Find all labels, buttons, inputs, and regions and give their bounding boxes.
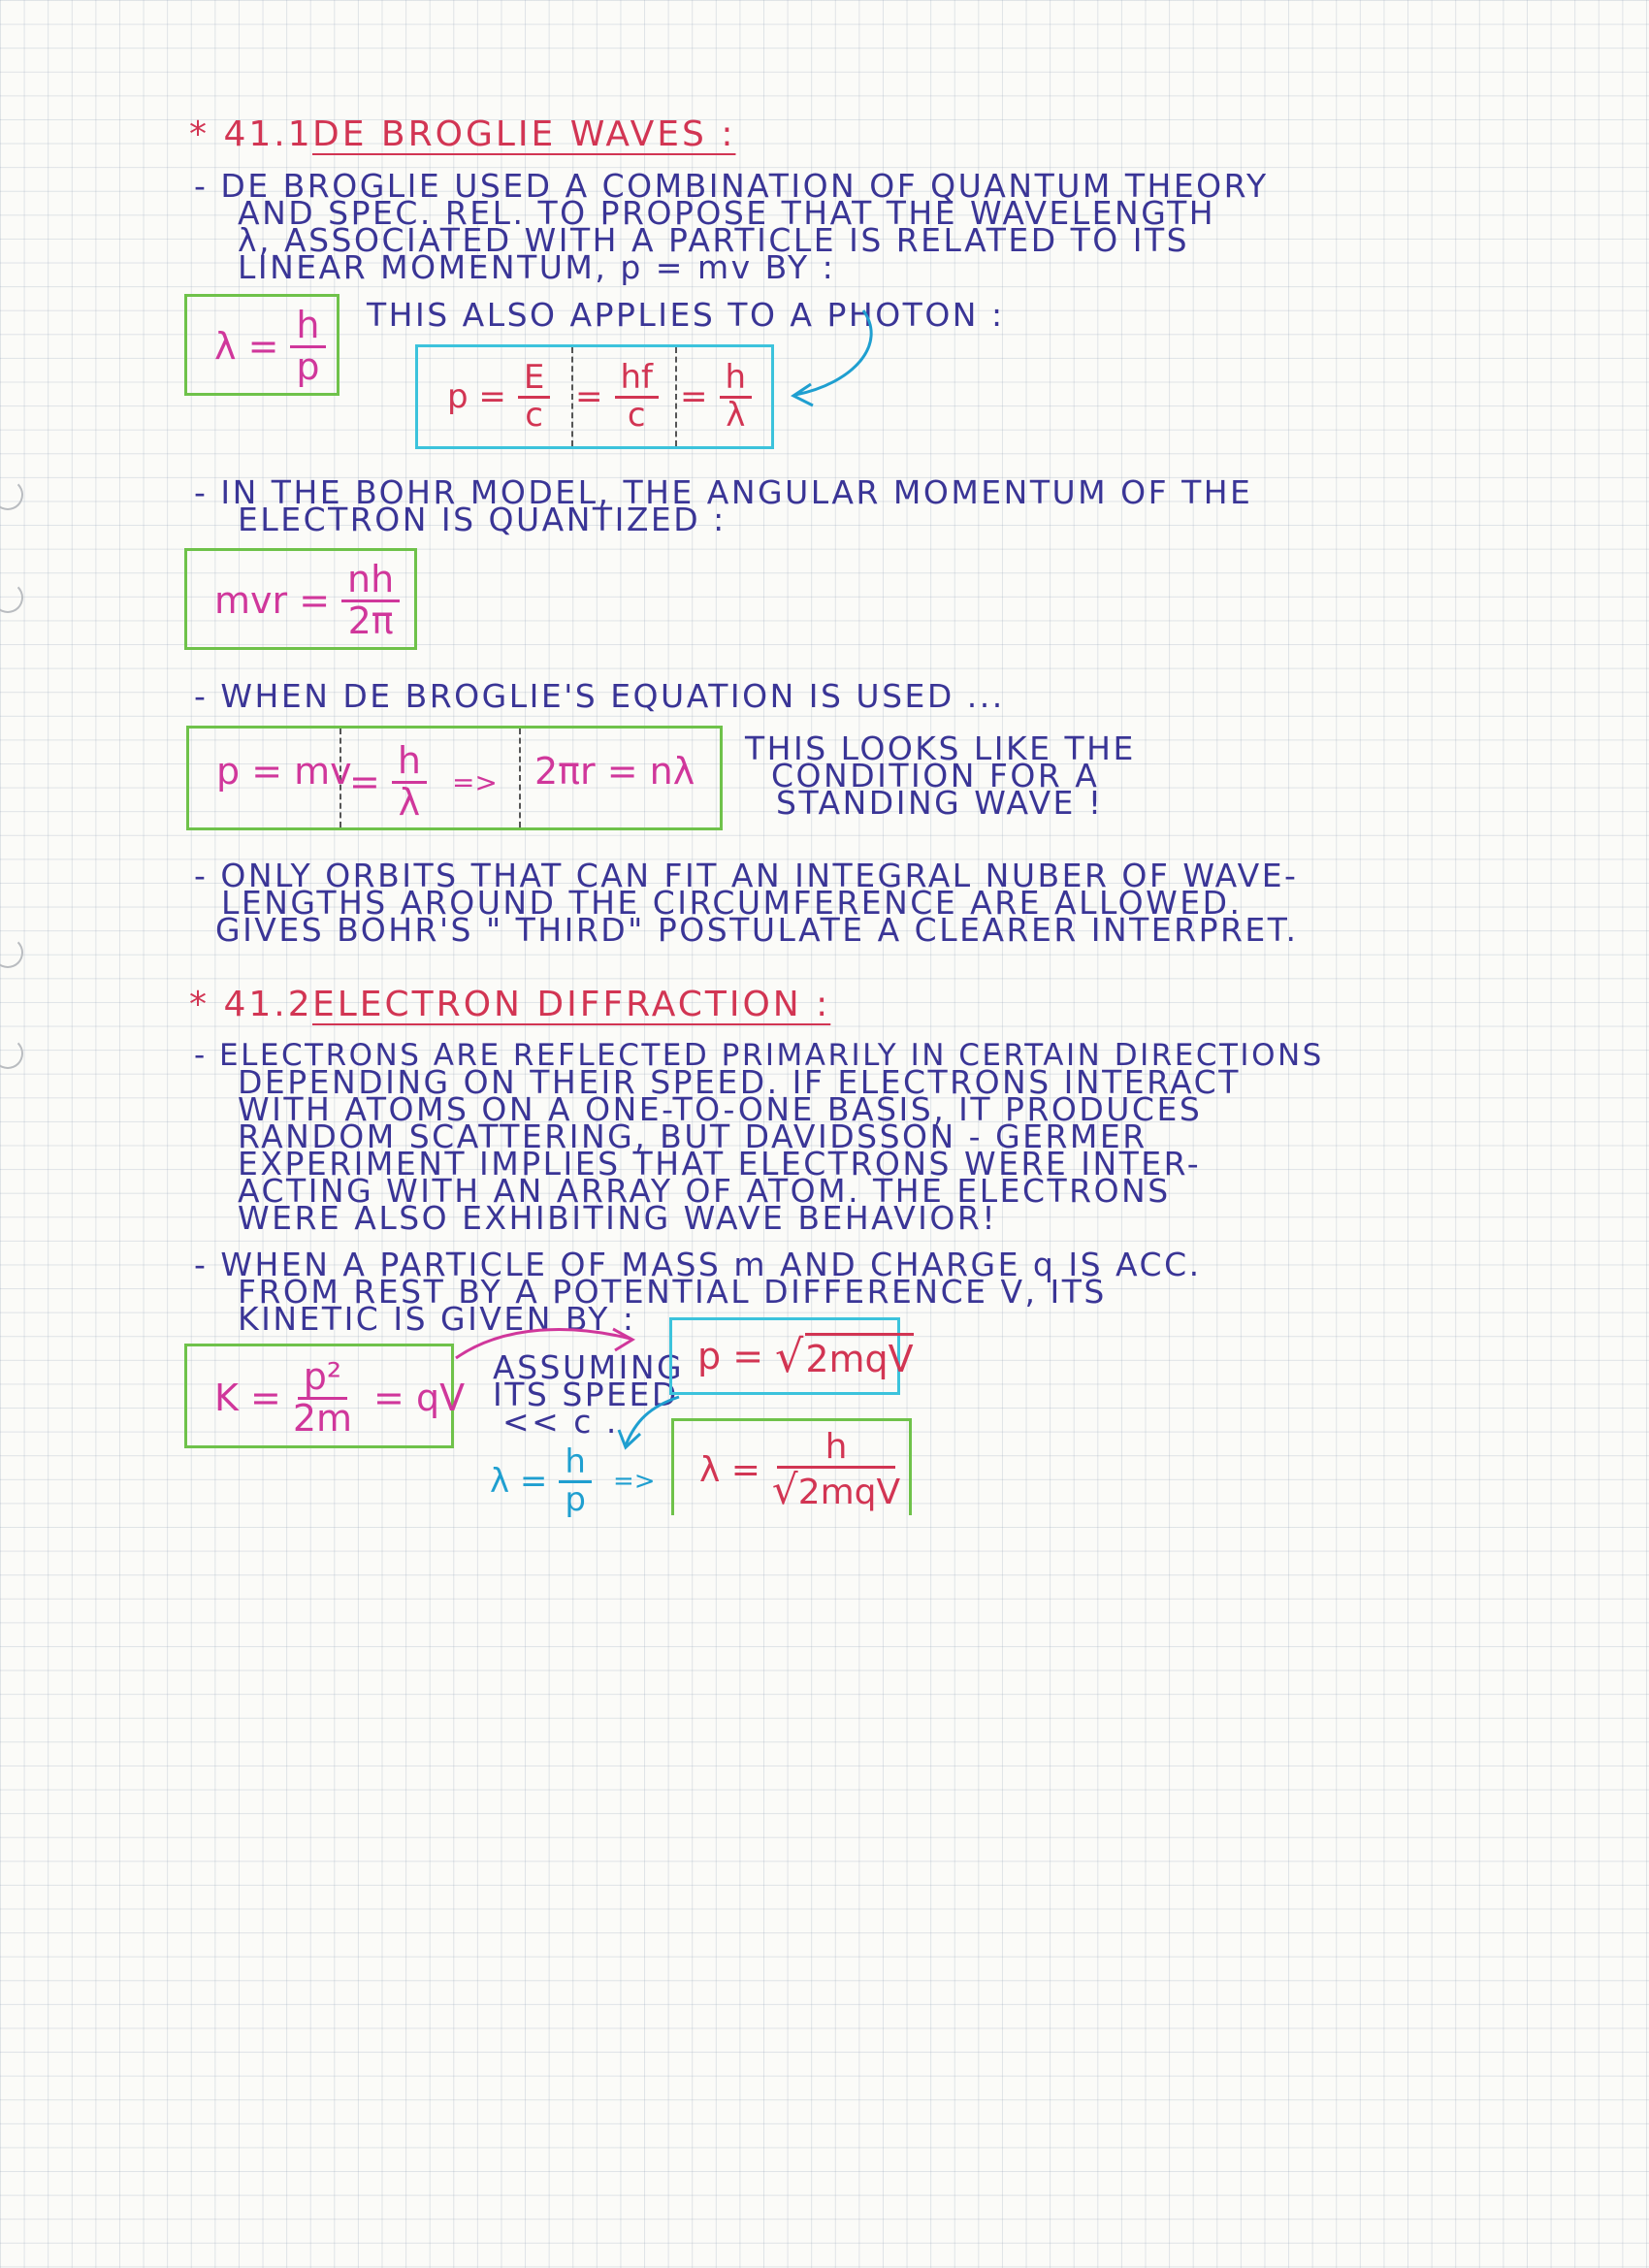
text-line: FROM REST BY A POTENTIAL DIFFERENCE V, ITS bbox=[238, 1273, 1107, 1311]
eq-denominator: c bbox=[525, 395, 543, 435]
text-line: THIS LOOKS LIKE THE bbox=[745, 729, 1136, 767]
eq-denominator: λ bbox=[398, 780, 421, 824]
note-photon: THIS ALSO APPLIES TO A PHOTON : bbox=[367, 296, 1005, 334]
eq-denominator: λ bbox=[726, 395, 746, 435]
paragraph-de-broglie-used: - WHEN DE BROGLIE'S EQUATION IS USED ... bbox=[194, 677, 1005, 715]
section-title-41-2: ELECTRON DIFFRACTION : bbox=[312, 985, 831, 1024]
text-line: WITH ATOMS ON A ONE-TO-ONE BASIS, IT PRODUCES bbox=[238, 1090, 1203, 1128]
eq-lhs: p = bbox=[697, 1335, 764, 1377]
text-line: - IN THE BOHR MODEL, THE ANGULAR MOMENTUM OF THE bbox=[194, 473, 1253, 511]
eq-numerator: h bbox=[290, 307, 325, 348]
equation-box-angular-momentum bbox=[184, 548, 417, 650]
eq-equals: = bbox=[575, 377, 603, 417]
equation-box-wavelength bbox=[184, 294, 340, 396]
binder-hole-2 bbox=[0, 582, 23, 613]
text-line: RANDOM SCATTERING, BUT DAVIDSSON - GERMER bbox=[238, 1118, 1148, 1155]
text-line: STANDING WAVE ! bbox=[776, 784, 1104, 822]
eq-numerator: p² bbox=[298, 1358, 347, 1400]
eq-denominator: 2m bbox=[292, 1396, 353, 1440]
text-line: - DE BROGLIE USED A COMBINATION OF QUANTUM THEORY bbox=[194, 167, 1269, 205]
binder-hole-1 bbox=[0, 479, 23, 510]
text-line: LENGTHS AROUND THE CIRCUMFERENCE ARE ALLOWED. bbox=[221, 884, 1243, 922]
equation-box-final-wavelength bbox=[671, 1418, 912, 1515]
text-line: LINEAR MOMENTUM, p = mv BY : bbox=[238, 248, 836, 286]
eq-numerator: hf bbox=[615, 361, 660, 399]
eq-numerator: h bbox=[559, 1445, 592, 1483]
equation-box-momentum bbox=[669, 1317, 914, 1395]
text-line: KINETIC IS GIVEN BY : bbox=[238, 1300, 636, 1338]
eq-denominator: p bbox=[296, 344, 320, 388]
eq-lhs: p = bbox=[447, 377, 506, 417]
text-line: WERE ALSO EXHIBITING WAVE BEHAVIOR! bbox=[238, 1199, 998, 1237]
eq-numerator: h bbox=[777, 1429, 896, 1469]
text-line: CONDITION FOR A bbox=[771, 757, 1100, 794]
eq-denominator: p bbox=[565, 1479, 586, 1519]
text-line: DEPENDING ON THEIR SPEED. IF ELECTRONS INTERACT bbox=[238, 1063, 1241, 1101]
divider bbox=[675, 347, 677, 446]
eq-denominator: c bbox=[627, 395, 646, 435]
text-line: EXPERIMENT IMPLIES THAT ELECTRONS WERE INTER- bbox=[238, 1145, 1202, 1183]
eq-implies: => bbox=[612, 1467, 656, 1497]
divider bbox=[571, 347, 573, 446]
eq-denominator: 2π bbox=[347, 599, 394, 642]
text-line: << c . bbox=[502, 1403, 619, 1441]
equation-box-standing-wave bbox=[186, 726, 723, 830]
arrow-photon bbox=[786, 310, 892, 407]
eq-rhs: 2πr = nλ bbox=[534, 750, 695, 793]
equation-box-kinetic bbox=[184, 1344, 466, 1448]
eq-radicand: 2mqV bbox=[797, 1472, 901, 1512]
sqrt-sign: √ bbox=[775, 1330, 804, 1382]
text-line: ELECTRON IS QUANTIZED : bbox=[238, 501, 727, 538]
text-line: - ONLY ORBITS THAT CAN FIT AN INTEGRAL NUBER OF WAVE- bbox=[194, 857, 1299, 894]
text-line: ITS SPEED bbox=[493, 1376, 679, 1413]
eq-lhs: mvr = bbox=[214, 579, 331, 623]
eq-numerator: h bbox=[720, 361, 753, 399]
eq-numerator: nh bbox=[341, 561, 400, 602]
section-title-41-1: DE BROGLIE WAVES : bbox=[312, 114, 736, 154]
binder-hole-4 bbox=[0, 1038, 23, 1069]
text-line: - WHEN A PARTICLE OF MASS m AND CHARGE q IS ACC. bbox=[194, 1246, 1202, 1283]
binder-hole-3 bbox=[0, 937, 23, 968]
eq-lhs: K = bbox=[214, 1377, 281, 1420]
eq-rhs: = qV bbox=[373, 1377, 466, 1420]
eq-numerator: E bbox=[518, 361, 550, 399]
eq-lhs: λ = bbox=[490, 1462, 548, 1502]
eq-equals: = bbox=[680, 377, 708, 417]
sqrt-sign: √ bbox=[771, 1465, 798, 1513]
text-line: AND SPEC. REL. TO PROPOSE THAT THE WAVELENGTH bbox=[238, 194, 1216, 232]
equation-box-photon bbox=[415, 344, 774, 449]
eq-lhs: p = mv bbox=[216, 750, 352, 793]
text-line: GIVES BOHR'S " THIRD" POSTULATE A CLEARER INTERPRET. bbox=[215, 911, 1299, 949]
eq-radicand: 2mqV bbox=[805, 1333, 913, 1380]
equation-debroglie-momentum bbox=[490, 1442, 656, 1519]
eq-lhs: λ = bbox=[699, 1449, 760, 1490]
section-star-41-1: * 41.1 bbox=[189, 114, 313, 154]
text-line: ACTING WITH AN ARRAY OF ATOM. THE ELECTRONS bbox=[238, 1172, 1171, 1210]
text-line: λ, ASSOCIATED WITH A PARTICLE IS RELATED TO ITS bbox=[238, 221, 1190, 259]
eq-numerator: h bbox=[392, 742, 427, 784]
text-line: ASSUMING bbox=[493, 1348, 685, 1386]
eq-lhs: λ = bbox=[214, 325, 279, 369]
eq-implies: => bbox=[451, 765, 498, 798]
eq-equals: = bbox=[349, 761, 380, 804]
divider bbox=[519, 729, 521, 827]
section-star-41-2: * 41.2 bbox=[189, 985, 313, 1024]
text-line: - ELECTRONS ARE REFLECTED PRIMARILY IN CERTAIN DIRECTIONS bbox=[194, 1038, 1324, 1073]
